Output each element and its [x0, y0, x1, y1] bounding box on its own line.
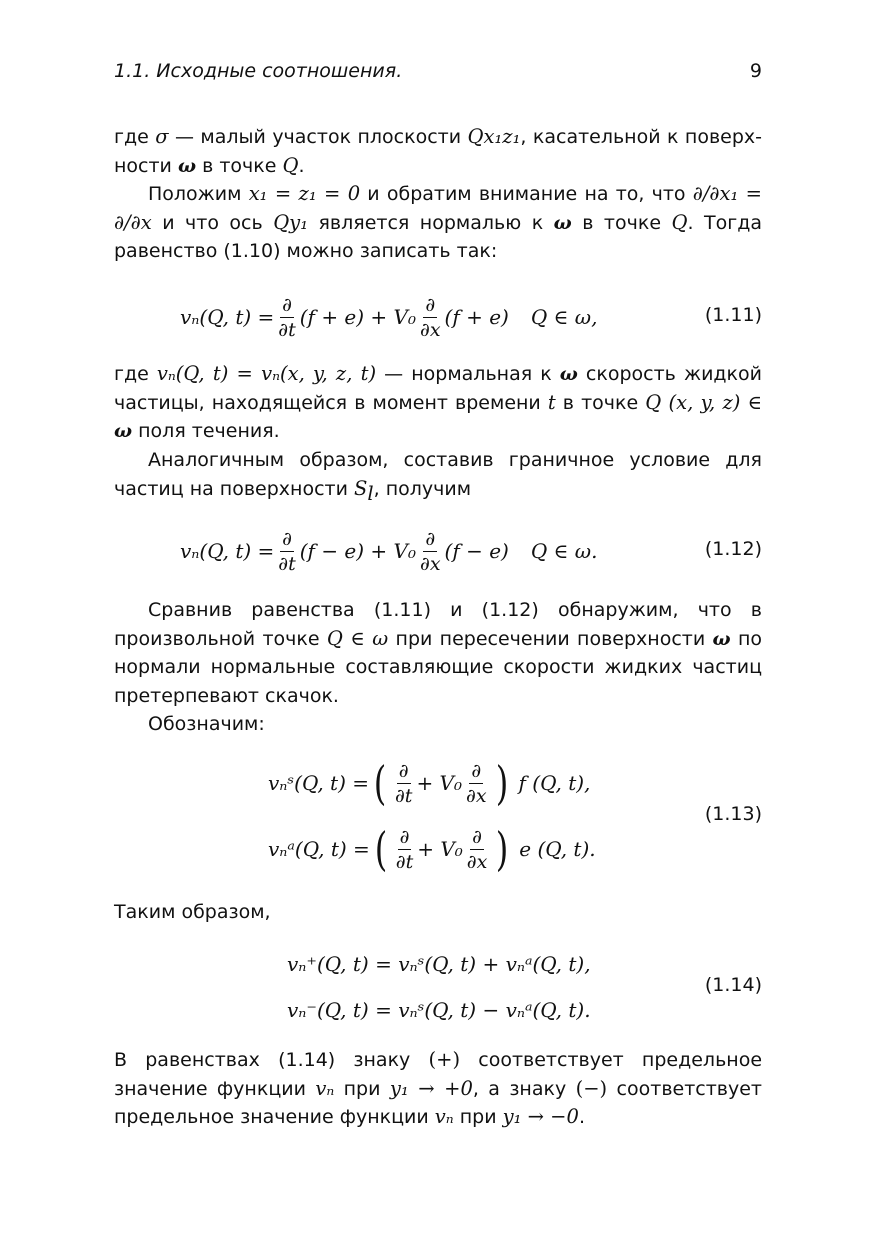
- eq-condition: Q ∈ ω,: [530, 305, 598, 329]
- frac-num: ∂: [472, 825, 482, 848]
- fraction-d-dx: [465, 826, 490, 873]
- fraction-d-dt: [393, 760, 414, 807]
- math-vn: vₙ: [434, 1105, 454, 1128]
- text: Таким образом,: [114, 901, 271, 923]
- close-paren: ): [495, 756, 508, 810]
- math-q: Q: [282, 153, 299, 177]
- frac-num: ∂: [425, 527, 436, 550]
- frac-num: ∂: [398, 759, 409, 782]
- open-paren: (: [373, 756, 387, 810]
- frac-den: ∂t: [278, 318, 296, 341]
- text: соответствует предельное значение функции: [114, 1049, 763, 1100]
- paragraph-1: [114, 123, 762, 180]
- text: и что ось: [151, 211, 274, 234]
- math-inline: (+): [428, 1048, 461, 1071]
- text: в точке: [196, 154, 283, 177]
- math-s: S: [354, 476, 368, 500]
- eq-line: vₙ⁻(Q, t) = vₙˢ(Q, t) − vₙᵃ(Q, t).: [287, 998, 591, 1022]
- equation-number: (1.11): [704, 304, 762, 326]
- text: — малый участок плоскости: [168, 126, 468, 148]
- text: где: [114, 126, 156, 148]
- running-header: [114, 60, 762, 88]
- frac-den: ∂x: [420, 552, 441, 575]
- text: В равенствах (1.14) знаку: [114, 1049, 429, 1071]
- math-sub: l: [367, 481, 374, 505]
- math-omega: ω: [712, 627, 731, 650]
- eq-term: (f + e): [444, 305, 509, 329]
- fraction-d-dx: [418, 294, 443, 341]
- eq-term: + V₀: [417, 837, 463, 861]
- eq-line: vₙ⁺(Q, t) = vₙˢ(Q, t) + vₙᵃ(Q, t),: [287, 952, 591, 976]
- equation-number: (1.12): [704, 538, 762, 560]
- fraction-d-dt: [276, 294, 297, 341]
- text: , получим: [373, 477, 472, 500]
- math-inline: vₙ(Q, t) = vₙ(x, y, z, t): [156, 362, 377, 385]
- eq-condition: Q ∈ ω.: [530, 539, 598, 563]
- text: Сравнив равенства (1.11) и (1.12) обнаружим, что в произвольной точке: [114, 599, 762, 650]
- text: при пересечении поверхности: [388, 627, 713, 650]
- paragraph-4: [114, 446, 762, 508]
- frac-num: ∂: [282, 527, 292, 550]
- equation-1-14-line1: [287, 948, 591, 980]
- text: , а знаку: [472, 1077, 576, 1100]
- text: в точке: [571, 211, 672, 234]
- eq-term: (f − e) + V₀: [299, 539, 416, 563]
- paragraph-3: [114, 360, 762, 446]
- math-inline: Q (x, y, z) ∈: [645, 390, 763, 414]
- text: Обозначим:: [148, 713, 265, 735]
- text: при: [453, 1106, 503, 1128]
- eq-lhs: vₙ(Q, t) =: [180, 539, 275, 563]
- equation-1-14-line2: [287, 994, 591, 1026]
- frac-num: ∂: [282, 293, 292, 316]
- eq-term: + V₀: [416, 771, 463, 795]
- open-paren: (: [374, 822, 388, 876]
- fraction-d-dt: [276, 528, 297, 575]
- eq-term: (f + e) + V₀: [299, 305, 416, 329]
- frac-den: ∂t: [395, 850, 414, 873]
- close-paren: ): [496, 822, 509, 876]
- math-plane: Qx₁z₁: [467, 125, 521, 148]
- section-title: 1.1. Исходные соотношения.: [114, 60, 403, 82]
- equation-number: (1.14): [704, 974, 762, 996]
- text: при: [334, 1077, 390, 1100]
- fraction-d-dx: [464, 760, 489, 807]
- paragraph-6: [114, 710, 762, 739]
- math-inline: x₁ = z₁ = 0: [248, 182, 361, 205]
- equation-1-12: [180, 524, 597, 578]
- eq-term: e (Q, t).: [519, 837, 596, 861]
- fraction-d-dx: [418, 528, 443, 575]
- frac-den: ∂t: [278, 552, 296, 575]
- text: . Тогда равенство (1.10) можно записать так:: [114, 211, 762, 262]
- equation-1-13-line2: [268, 820, 596, 878]
- eq-lhs: vₙᵃ(Q, t) =: [268, 837, 370, 861]
- text: .: [578, 1106, 585, 1128]
- text: Положим: [148, 183, 249, 205]
- eq-lhs: vₙ(Q, t) =: [180, 305, 275, 329]
- text: является нормалью к: [308, 211, 554, 234]
- math-sigma: σ: [155, 125, 169, 148]
- frac-num: ∂: [471, 759, 482, 782]
- eq-term: (f − e): [444, 539, 509, 563]
- math-vn: vₙ: [315, 1076, 335, 1100]
- math-omega: ω: [553, 211, 572, 234]
- text: и обратим внимание на то, что: [360, 183, 693, 205]
- frac-num: ∂: [425, 293, 436, 316]
- math-inline: Qy₁: [273, 210, 309, 234]
- frac-den: ∂x: [466, 850, 488, 873]
- math-inline: y₁ → +0: [389, 1076, 473, 1100]
- frac-num: ∂: [399, 825, 410, 848]
- text: .: [298, 154, 305, 177]
- paragraph-7: [114, 898, 762, 927]
- page-number: 9: [749, 60, 762, 82]
- paragraph-5: [114, 596, 762, 710]
- math-inline: y₁ → −0: [502, 1105, 579, 1128]
- text: Аналогичным образом, составив граничное условие для частиц на поверхности: [114, 449, 762, 500]
- equation-1-13-line1: [268, 754, 590, 812]
- text: в точке: [555, 391, 646, 414]
- math-inline: Q ∈ ω: [326, 626, 389, 650]
- equation-1-11: [180, 290, 597, 344]
- math-omega: ω: [177, 154, 197, 177]
- frac-den: ∂t: [394, 784, 413, 807]
- paragraph-2: [114, 180, 762, 266]
- frac-den: ∂x: [420, 318, 441, 341]
- eq-lhs: vₙˢ(Q, t) =: [268, 771, 370, 795]
- paragraph-8: [114, 1046, 762, 1132]
- frac-den: ∂x: [466, 784, 487, 807]
- math-inline: ∂/∂x₁ = ∂/∂x: [114, 182, 762, 234]
- text: соответствует предельное значение функции: [114, 1077, 762, 1128]
- math-inline: (−): [575, 1076, 608, 1100]
- math-t: t: [547, 390, 556, 414]
- text: поля течения.: [132, 420, 280, 442]
- text: скорость жидкой частицы, находящейся в момент времени: [114, 363, 762, 414]
- text: , касательной к поверх-ности: [114, 126, 762, 177]
- text: где: [114, 363, 157, 385]
- fraction-d-dt: [394, 826, 415, 873]
- eq-term: f (Q, t),: [518, 771, 591, 795]
- text: по нормали нормальные составляющие скорости жидких частиц претерпевают скачок.: [114, 627, 763, 707]
- math-omega: ω: [559, 363, 578, 385]
- math-q: Q: [671, 210, 688, 234]
- text: — нормальная к: [376, 363, 560, 385]
- equation-number: (1.13): [704, 803, 762, 825]
- math-omega: ω: [114, 420, 133, 442]
